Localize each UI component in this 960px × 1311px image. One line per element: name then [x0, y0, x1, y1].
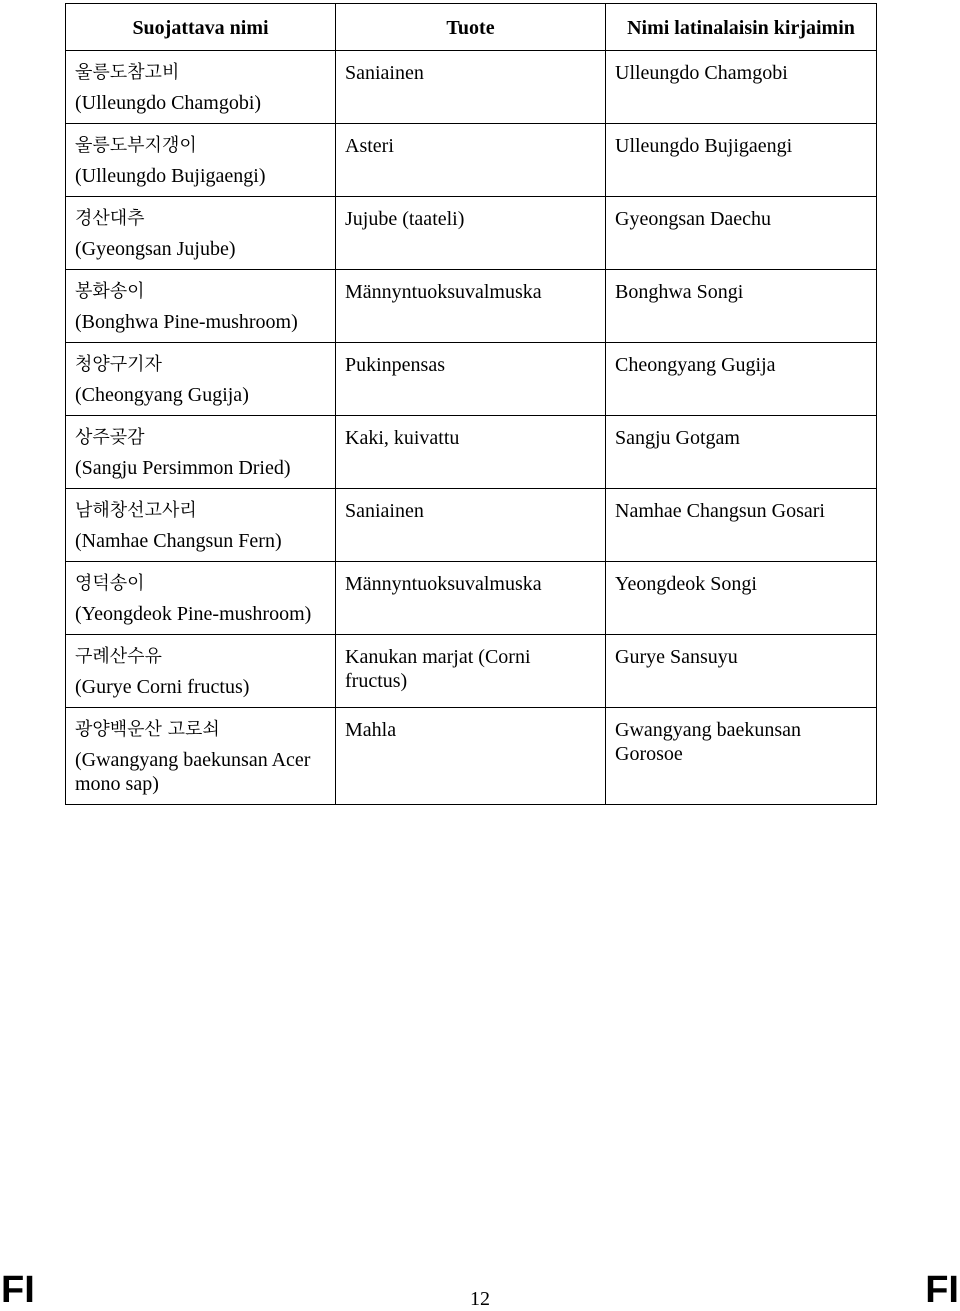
korean-name: 봉화송이: [75, 281, 145, 302]
latin-name-cell: Gwangyang baekunsan Gorosoe: [606, 708, 877, 805]
product-cell: Jujube (taateli): [336, 197, 606, 270]
protected-name-cell: [66, 635, 336, 708]
protected-name-cell: [66, 416, 336, 489]
product-cell: Saniainen: [336, 489, 606, 562]
table-row: [66, 124, 877, 197]
product-cell: Pukinpensas: [336, 343, 606, 416]
table-row: [66, 562, 877, 635]
header-protected-name: Suojattava nimi: [66, 4, 336, 51]
protected-name-cell: [66, 489, 336, 562]
romanized-name: (Bonghwa Pine-mushroom): [75, 311, 298, 333]
romanized-name: (Yeongdeok Pine-mushroom): [75, 603, 312, 625]
product-cell: Kanukan marjat (Corni fructus): [336, 635, 606, 708]
protected-name-cell: [66, 562, 336, 635]
romanized-name: (Gurye Corni fructus): [75, 676, 250, 698]
korean-name: 광양백운산 고로쇠: [75, 719, 220, 740]
latin-name-cell: Ulleungdo Bujigaengi: [606, 124, 877, 197]
protected-name-cell: [66, 708, 336, 805]
latin-name-cell: Namhae Changsun Gosari: [606, 489, 877, 562]
geographical-indications-table: [65, 3, 877, 805]
product-cell: Männyntuoksuvalmuska: [336, 562, 606, 635]
header-latin-name: Nimi latinalaisin kirjaimin: [606, 4, 877, 51]
korean-name: 남해창선고사리: [75, 500, 197, 521]
latin-name-cell: Gyeongsan Daechu: [606, 197, 877, 270]
latin-name-cell: Bonghwa Songi: [606, 270, 877, 343]
header-product: Tuote: [336, 4, 606, 51]
footer-language-code-left: FI: [1, 1269, 35, 1311]
table-row: [66, 270, 877, 343]
protected-name-cell: [66, 197, 336, 270]
product-cell: Kaki, kuivattu: [336, 416, 606, 489]
romanized-name: (Gyeongsan Jujube): [75, 238, 236, 260]
page-number: 12: [470, 1288, 490, 1310]
korean-name: 울릉도참고비: [75, 62, 180, 83]
table-row: [66, 197, 877, 270]
latin-name-cell: Sangju Gotgam: [606, 416, 877, 489]
table-row: [66, 635, 877, 708]
product-cell: Saniainen: [336, 51, 606, 124]
korean-name: 구례산수유: [75, 646, 162, 667]
product-cell: Männyntuoksuvalmuska: [336, 270, 606, 343]
table-header-row: [66, 4, 877, 51]
romanized-name: (Gwangyang baekunsan Acer mono sap): [75, 749, 311, 795]
romanized-name: (Cheongyang Gugija): [75, 384, 249, 406]
romanized-name: (Namhae Changsun Fern): [75, 530, 282, 552]
korean-name: 청양구기자: [75, 354, 162, 375]
product-cell: Mahla: [336, 708, 606, 805]
table-row: [66, 416, 877, 489]
latin-name-cell: Gurye Sansuyu: [606, 635, 877, 708]
table-row: [66, 489, 877, 562]
table-row: [66, 51, 877, 124]
table-row: [66, 708, 877, 805]
product-cell: Asteri: [336, 124, 606, 197]
korean-name: 영덕송이: [75, 573, 145, 594]
latin-name-cell: Ulleungdo Chamgobi: [606, 51, 877, 124]
protected-name-cell: [66, 270, 336, 343]
latin-name-cell: Cheongyang Gugija: [606, 343, 877, 416]
romanized-name: (Ulleungdo Bujigaengi): [75, 165, 266, 187]
romanized-name: (Ulleungdo Chamgobi): [75, 92, 262, 114]
protected-name-cell: [66, 51, 336, 124]
korean-name: 울릉도부지갱이: [75, 135, 197, 156]
korean-name: 상주곶감: [75, 427, 145, 448]
protected-name-cell: [66, 124, 336, 197]
romanized-name: (Sangju Persimmon Dried): [75, 457, 291, 479]
footer-language-code-right: FI: [925, 1269, 959, 1311]
table-row: [66, 343, 877, 416]
korean-name: 경산대추: [75, 208, 145, 229]
protected-name-cell: [66, 343, 336, 416]
latin-name-cell: Yeongdeok Songi: [606, 562, 877, 635]
